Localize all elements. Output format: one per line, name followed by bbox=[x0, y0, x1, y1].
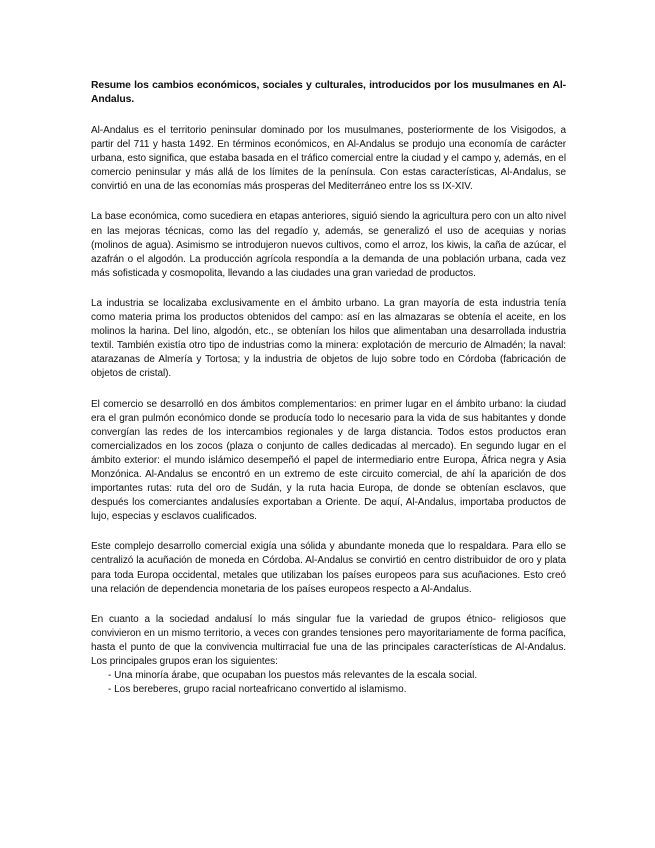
paragraph-agriculture: La base económica, como sucediera en etapas anteriores, siguió siendo la agricultura pero con un alto nivel en las mejoras técnicas, como las del regadío y, además, se generalizó el uso de acequias y norias (molinos de agua). Asimismo se introdujeron nuevos cultivos, como el arroz, los kiwis, la caña de azúcar, el azafrán o el algodón. La producción agrícola respondía a la demanda de una población urbana, cada vez más sofisticada y cosmopolita, llevando a las ciudades una gran variedad de productos. bbox=[91, 211, 566, 279]
paragraph-intro: Al-Andalus es el territorio peninsular dominado por los musulmanes, posteriormente de los Visigodos, a partir del 711 y hasta 1492. En términos económicos, en Al-Andalus se produjo una economía de carácter urbana, esto significa, que estaba basada en el tráfico comercial entre la ciudad y el campo y, además, en el comercio peninsular y más allá de los límites de la península. Con estas características, Al-Andalus, se convirtió en una de las economías más prosperas del Mediterráneo entre los ss IX-XIV. bbox=[91, 125, 566, 193]
paragraph-industry: La industria se localizaba exclusivamente en el ámbito urbano. La gran mayoría de esta industria tenía como materia prima los productos obtenidos del campo: así en las almazaras se obtenía el aceite, en los molinos la harina. Del lino, algodón, etc., se obtenían los hilos que alimentaban una desarrollada industria textil. También existía otro tipo de industrias como la minera: explotación de mercurio de Almadén; la naval: atarazanas de Almería y Tortosa; y la industria de objetos de lujo sobre todo en Córdoba (fabricación de objetos de cristal). bbox=[91, 297, 566, 380]
paragraph-commerce: El comercio se desarrolló en dos ámbitos complementarios: en primer lugar en el ámbito urbano: la ciudad era el gran pulmón económico donde se producía todo lo necesario para la vida de sus habitantes y donde convergían las redes de los intercambios regionales y de larga distancia. Todos estos productos eran comercializados en los zocos (plaza o conjunto de calles dedicadas al mercado). En segundo lugar en el ámbito exterior: el mundo islámico desempeñó el papel de intermediario entre Europa, África negra y Asia Monzónica. Al-Andalus se encontró en un extremo de este circuito comercial, de ahí la aparición de dos importantes rutas: ruta del oro de Sudán, y la ruta hacia Europa, de donde se obtenían esclavos, que después los comerciantes andalusíes exportaban a Oriente. De aquí, Al-Andalus, importaba productos de lujo, especias y esclavos cualificados. bbox=[91, 398, 566, 523]
list-item: - Una minoría árabe, que ocupaban los puestos más relevantes de la escala social. bbox=[108, 669, 566, 683]
paragraph-currency: Este complejo desarrollo comercial exigía una sólida y abundante moneda que lo respaldara. Para ello se centralizó la acuñación de moneda en Córdoba. Al-Andalus se convirtió en centro distribuidor de oro y plata para toda Europa occidental, metales que utilizaban los países europeos para sus acuñaciones. Esto creó una relación de dependencia monetaria de los países europeos respecto a Al-Andalus. bbox=[91, 541, 566, 595]
document-title: Resume los cambios económicos, sociales y culturales, introducidos por los musulmanes en Al-Andalus. bbox=[91, 80, 566, 105]
paragraph-society: En cuanto a la sociedad andalusí lo más singular fue la variedad de grupos étnico- religiosos que convivieron en un mismo territorio, a veces con grandes tensiones pero mayoritariamente de forma pacífica, hasta el punto de que la convivencia multirracial fue una de las principales características de Al-Andalus. Los principales grupos eran los siguientes: bbox=[91, 613, 566, 667]
list-item: - Los bereberes, grupo racial norteafricano convertido al islamismo. bbox=[108, 683, 566, 697]
social-groups-list bbox=[91, 669, 566, 697]
